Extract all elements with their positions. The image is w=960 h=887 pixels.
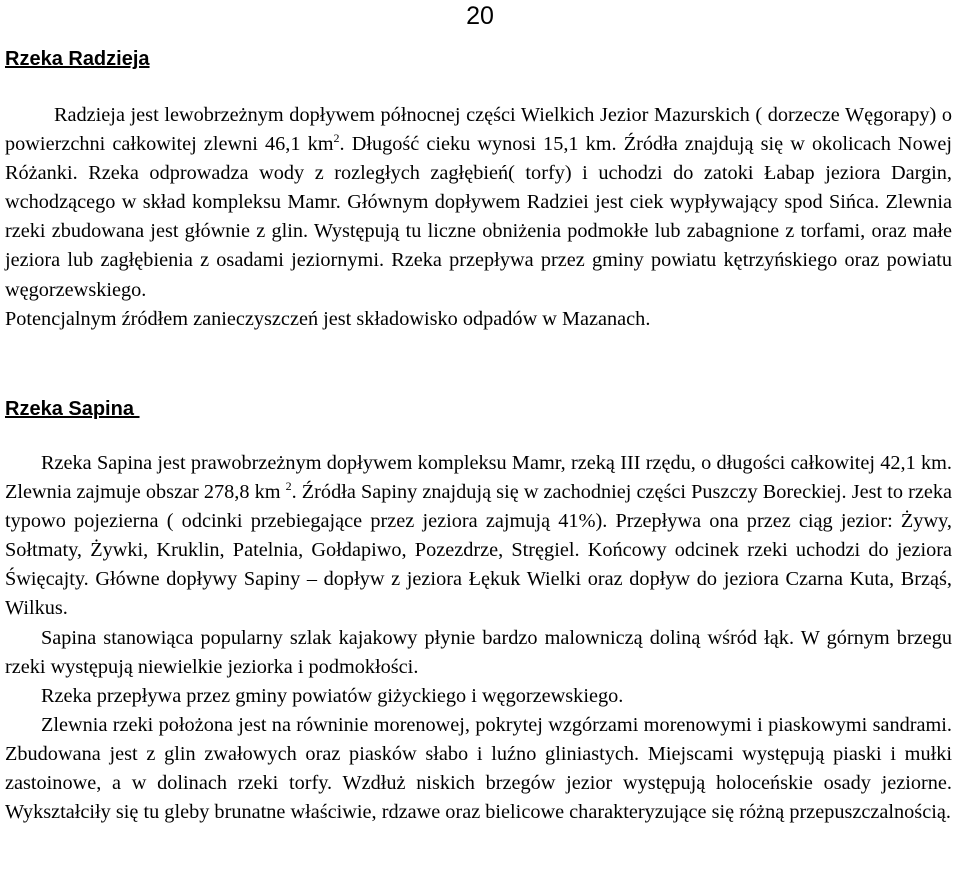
section-heading-radzieja: Rzeka Radzieja [5,48,150,70]
page-number: 20 [466,2,494,30]
paragraph-sapina-kayaking: Sapina stanowiąca popularny szlak kajakowy płynie bardzo malowniczą doliną wśród łąk. W górnym brzegu rzeki występują niewielkie jeziorka i podmokłości. [5,626,952,678]
sapina-text-part1: Rzeka Sapina jest prawobrzeżnym dopływem kompleksu Mamr, rzeką III rzędu, o długości całkowitej 42,1 km. Zlewnia zajmuje obszar 278,8 km [5,452,952,504]
paragraph-sapina-description [5,449,952,624]
sapina-text-part2: . Źródła Sapiny znajdują się w zachodniej części Puszczy Boreckiej. Jest to rzeka typowo pojezierna ( odcinki przebiegające przez jeziora zajmują 41%). Przepływa ona przez ciąg jezior: Żywy, Sołtmaty, Żywki, Kruklin, Patelnia, Gołdapiwo, Pozezdrze, Stręgiel. Końcowy odcinek rzeki uchodzi do jeziora Święcajty. Główne dopływy Sapiny – dopływ z jeziora Łękuk Wielki oraz dopływ do jeziora Czarna Kuta, Brząś, Wilkus. [5,481,952,620]
section-sapina [5,449,952,827]
superscript-squared: 2 [285,479,292,494]
section-radzieja [5,101,952,334]
paragraph-sapina-geology: Zlewnia rzeki położona jest na równinie morenowej, pokrytej wzgórzami morenowymi i piaskowymi sandrami. Zbudowana jest z glin zwałowych oraz piasków słabo i luźno gliniastych. Miejscami występują piaski i mułki zastoinowe, a w dolinach rzeki torfy. Wzdłuż niskich brzegów jezior występują holoceńskie osady jeziorne. Wykształciły się tu gleby brunatne właściwie, rdzawe oraz bielicowe charakteryzujące się różną przepuszczalnością. [5,713,952,824]
paragraph-radzieja-description [5,101,952,305]
radzieja-text-part1: Radzieja jest lewobrzeżnym dopływem północnej części Wielkich Jezior Mazurskich ( dorzecze Węgorapy) o powierzchni całkowitej zlewni 46,1 km [5,104,952,156]
section-heading-sapina: Rzeka Sapina [5,398,140,420]
paragraph-radzieja-pollution: Potencjalnym źródłem zanieczyszczeń jest składowisko odpadów w Mazanach. [5,307,651,330]
superscript-squared: 2 [333,131,340,146]
radzieja-text-part2: . Długość cieku wynosi 15,1 km. Źródła znajdują się w okolicach Nowej Różanki. Rzeka odprowadza wody z rozległych zagłębień( torfy) i uchodzi do zatoki Łabap jeziora Dargin, wchodzącego w skład kompleksu Mamr. Głównym dopływem Radziei jest ciek wypływający spod Sińca. Zlewnia rzeki zbudowana jest głównie z glin. Występują tu liczne obniżenia podmokłe lub zabagnione z torfami, oraz małe jeziora lub zagłębienia z osadami jeziornymi. Rzeka przepływa przez gminy powiatu kętrzyńskiego oraz powiatu węgorzewskiego. [5,133,952,301]
paragraph-sapina-communes: Rzeka przepływa przez gminy powiatów giżyckiego i węgorzewskiego. [41,684,624,707]
